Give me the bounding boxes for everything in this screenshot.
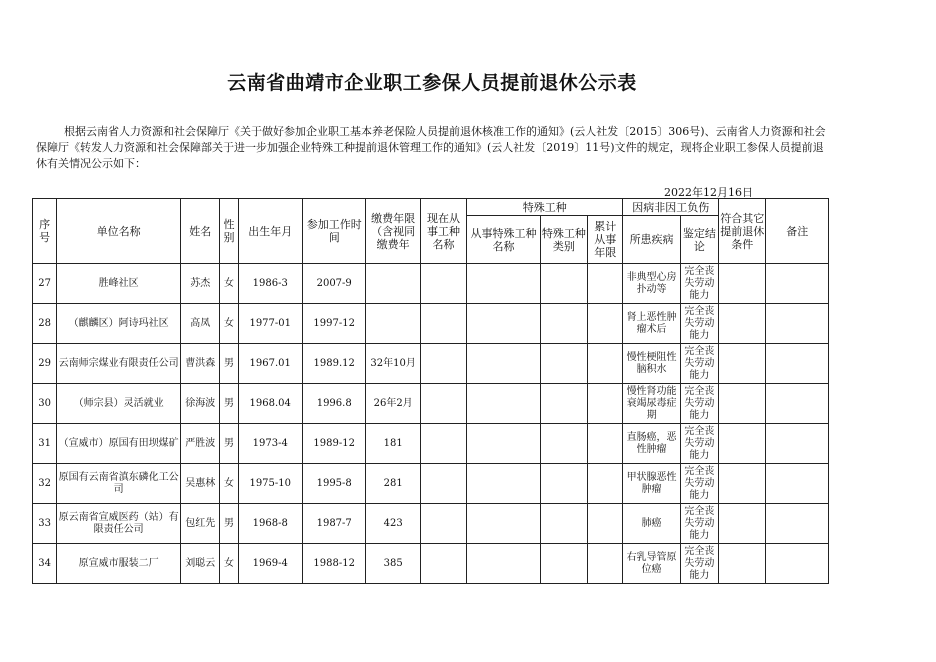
cell-current-work xyxy=(420,424,466,464)
cell-work-start: 1989.12 xyxy=(302,344,365,384)
cell-special-name xyxy=(467,504,541,544)
cell-remark xyxy=(766,424,829,464)
cell-other xyxy=(719,504,766,544)
cell-special-type xyxy=(540,544,587,584)
cell-work-start: 1997-12 xyxy=(302,304,365,344)
cell-remark xyxy=(766,544,829,584)
cell-remark xyxy=(766,304,829,344)
cell-birth: 1968-8 xyxy=(238,504,302,544)
header-gender: 性别 xyxy=(220,199,238,264)
cell-special-years xyxy=(588,544,623,584)
header-other: 符合其它提前退休条件 xyxy=(719,199,766,264)
cell-conclusion: 完全丧失劳动能力 xyxy=(680,504,718,544)
header-seq: 序号 xyxy=(33,199,57,264)
cell-special-name xyxy=(467,384,541,424)
cell-seq: 31 xyxy=(33,424,57,464)
cell-special-name xyxy=(467,464,541,504)
cell-years: 181 xyxy=(366,424,420,464)
cell-other xyxy=(719,384,766,424)
cell-seq: 27 xyxy=(33,264,57,304)
cell-current-work xyxy=(420,464,466,504)
header-work-start: 参加工作时间 xyxy=(302,199,365,264)
cell-current-work xyxy=(420,344,466,384)
cell-other xyxy=(719,344,766,384)
cell-years: 32年10月 xyxy=(366,344,420,384)
cell-seq: 29 xyxy=(33,344,57,384)
cell-special-type xyxy=(540,264,587,304)
cell-unit: 原云南省宣威医药（站）有限责任公司 xyxy=(57,504,181,544)
cell-work-start: 1988-12 xyxy=(302,544,365,584)
cell-work-start: 1987-7 xyxy=(302,504,365,544)
cell-special-years xyxy=(588,384,623,424)
cell-conclusion: 完全丧失劳动能力 xyxy=(680,464,718,504)
cell-other xyxy=(719,464,766,504)
cell-conclusion: 完全丧失劳动能力 xyxy=(680,544,718,584)
cell-illness: 慢性梗阻性脑积水 xyxy=(623,344,680,384)
cell-gender: 男 xyxy=(220,424,238,464)
cell-conclusion: 完全丧失劳动能力 xyxy=(680,384,718,424)
table-row xyxy=(33,464,829,504)
cell-illness: 右乳导管原位癌 xyxy=(623,544,680,584)
cell-birth: 1967.01 xyxy=(238,344,302,384)
cell-seq: 28 xyxy=(33,304,57,344)
cell-illness: 非典型心房扑动等 xyxy=(623,264,680,304)
cell-other xyxy=(719,424,766,464)
cell-years: 26年2月 xyxy=(366,384,420,424)
cell-gender: 男 xyxy=(220,384,238,424)
header-special-group: 特殊工种 xyxy=(467,199,623,216)
cell-remark xyxy=(766,264,829,304)
table-row xyxy=(33,544,829,584)
cell-special-years xyxy=(588,504,623,544)
table-body xyxy=(33,264,829,584)
cell-birth: 1969-4 xyxy=(238,544,302,584)
cell-current-work xyxy=(420,304,466,344)
cell-illness: 肺癌 xyxy=(623,504,680,544)
cell-years: 385 xyxy=(366,544,420,584)
cell-unit: 原宣威市服装二厂 xyxy=(57,544,181,584)
header-illness-group: 因病非因工负伤 xyxy=(623,199,719,216)
cell-work-start: 2007-9 xyxy=(302,264,365,304)
header-remark: 备注 xyxy=(766,199,829,264)
cell-current-work xyxy=(420,384,466,424)
cell-illness: 慢性肾功能衰竭尿毒症期 xyxy=(623,384,680,424)
cell-name: 包红先 xyxy=(181,504,220,544)
cell-other xyxy=(719,544,766,584)
header-special-years: 累计从事年限 xyxy=(588,216,623,264)
cell-remark xyxy=(766,464,829,504)
cell-special-name xyxy=(467,304,541,344)
cell-years: 423 xyxy=(366,504,420,544)
cell-conclusion: 完全丧失劳动能力 xyxy=(680,304,718,344)
cell-years: 281 xyxy=(366,464,420,504)
header-illness: 所患疾病 xyxy=(623,216,680,264)
cell-name: 吴惠林 xyxy=(181,464,220,504)
cell-name: 徐海波 xyxy=(181,384,220,424)
cell-special-type xyxy=(540,384,587,424)
cell-gender: 男 xyxy=(220,344,238,384)
cell-birth: 1977-01 xyxy=(238,304,302,344)
cell-birth: 1973-4 xyxy=(238,424,302,464)
cell-birth: 1986-3 xyxy=(238,264,302,304)
header-unit: 单位名称 xyxy=(57,199,181,264)
cell-special-name xyxy=(467,264,541,304)
header-name: 姓名 xyxy=(181,199,220,264)
cell-special-years xyxy=(588,424,623,464)
header-years: 缴费年限（含视同缴费年 xyxy=(366,199,420,264)
cell-unit: （宣威市）原国有田坝煤矿 xyxy=(57,424,181,464)
cell-other xyxy=(719,264,766,304)
table-row xyxy=(33,504,829,544)
cell-seq: 32 xyxy=(33,464,57,504)
cell-current-work xyxy=(420,544,466,584)
cell-special-type xyxy=(540,304,587,344)
cell-remark xyxy=(766,384,829,424)
cell-remark xyxy=(766,504,829,544)
cell-gender: 女 xyxy=(220,264,238,304)
cell-name: 高凤 xyxy=(181,304,220,344)
cell-work-start: 1989-12 xyxy=(302,424,365,464)
cell-work-start: 1996.8 xyxy=(302,384,365,424)
cell-special-years xyxy=(588,464,623,504)
intro-paragraph: 根据云南省人力资源和社会保障厅《关于做好参加企业职工基本养老保险人员提前退休核准工作的通知》(云人社发〔2015〕306号)、云南省人力资源和社会保障厅《转发人力资源和社会保障部关于进一步加强企业特殊工种提前退休管理工作的通知》(云人社发〔2019〕11号)文件的规定，现将企业职工参保人员提前退休有关情况公示如下： xyxy=(36,125,826,170)
header-current-work: 现在从事工种名称 xyxy=(420,199,466,264)
cell-conclusion: 完全丧失劳动能力 xyxy=(680,424,718,464)
cell-special-name xyxy=(467,544,541,584)
cell-special-years xyxy=(588,264,623,304)
cell-gender: 女 xyxy=(220,304,238,344)
header-special-type: 特殊工种类别 xyxy=(540,216,587,264)
cell-special-name xyxy=(467,344,541,384)
cell-current-work xyxy=(420,504,466,544)
cell-gender: 女 xyxy=(220,544,238,584)
cell-name: 严胜波 xyxy=(181,424,220,464)
cell-years xyxy=(366,304,420,344)
cell-special-type xyxy=(540,464,587,504)
cell-remark xyxy=(766,344,829,384)
cell-seq: 34 xyxy=(33,544,57,584)
table-row xyxy=(33,384,829,424)
cell-unit: （麒麟区）阿诗玛社区 xyxy=(57,304,181,344)
cell-special-years xyxy=(588,304,623,344)
cell-current-work xyxy=(420,264,466,304)
cell-other xyxy=(719,304,766,344)
cell-conclusion: 完全丧失劳动能力 xyxy=(680,264,718,304)
retirement-table xyxy=(32,198,829,584)
header-special-name: 从事特殊工种名称 xyxy=(467,216,541,264)
cell-gender: 男 xyxy=(220,504,238,544)
table-row xyxy=(33,264,829,304)
cell-birth: 1975-10 xyxy=(238,464,302,504)
cell-unit: （师宗县）灵活就业 xyxy=(57,384,181,424)
cell-name: 苏杰 xyxy=(181,264,220,304)
header-birth: 出生年月 xyxy=(238,199,302,264)
cell-seq: 30 xyxy=(33,384,57,424)
cell-illness: 甲状腺恶性肿瘤 xyxy=(623,464,680,504)
cell-unit: 胜峰社区 xyxy=(57,264,181,304)
cell-illness: 肾上恶性肿瘤术后 xyxy=(623,304,680,344)
cell-unit: 原国有云南省滇东磷化工公司 xyxy=(57,464,181,504)
table-row xyxy=(33,424,829,464)
cell-name: 刘聪云 xyxy=(181,544,220,584)
table-row xyxy=(33,344,829,384)
cell-work-start: 1995-8 xyxy=(302,464,365,504)
cell-name: 曹洪森 xyxy=(181,344,220,384)
cell-seq: 33 xyxy=(33,504,57,544)
cell-special-type xyxy=(540,344,587,384)
table-row xyxy=(33,304,829,344)
cell-special-years xyxy=(588,344,623,384)
header-conclusion: 鉴定结论 xyxy=(680,216,718,264)
cell-special-type xyxy=(540,504,587,544)
page-title: 云南省曲靖市企业职工参保人员提前退休公示表 xyxy=(227,72,637,94)
cell-gender: 女 xyxy=(220,464,238,504)
cell-special-type xyxy=(540,424,587,464)
cell-special-name xyxy=(467,424,541,464)
cell-unit: 云南师宗煤业有限责任公司 xyxy=(57,344,181,384)
cell-illness: 直肠癌，恶性肿瘤 xyxy=(623,424,680,464)
publish-date: 2022年12月16日 xyxy=(664,186,753,199)
cell-years xyxy=(366,264,420,304)
cell-conclusion: 完全丧失劳动能力 xyxy=(680,344,718,384)
cell-birth: 1968.04 xyxy=(238,384,302,424)
